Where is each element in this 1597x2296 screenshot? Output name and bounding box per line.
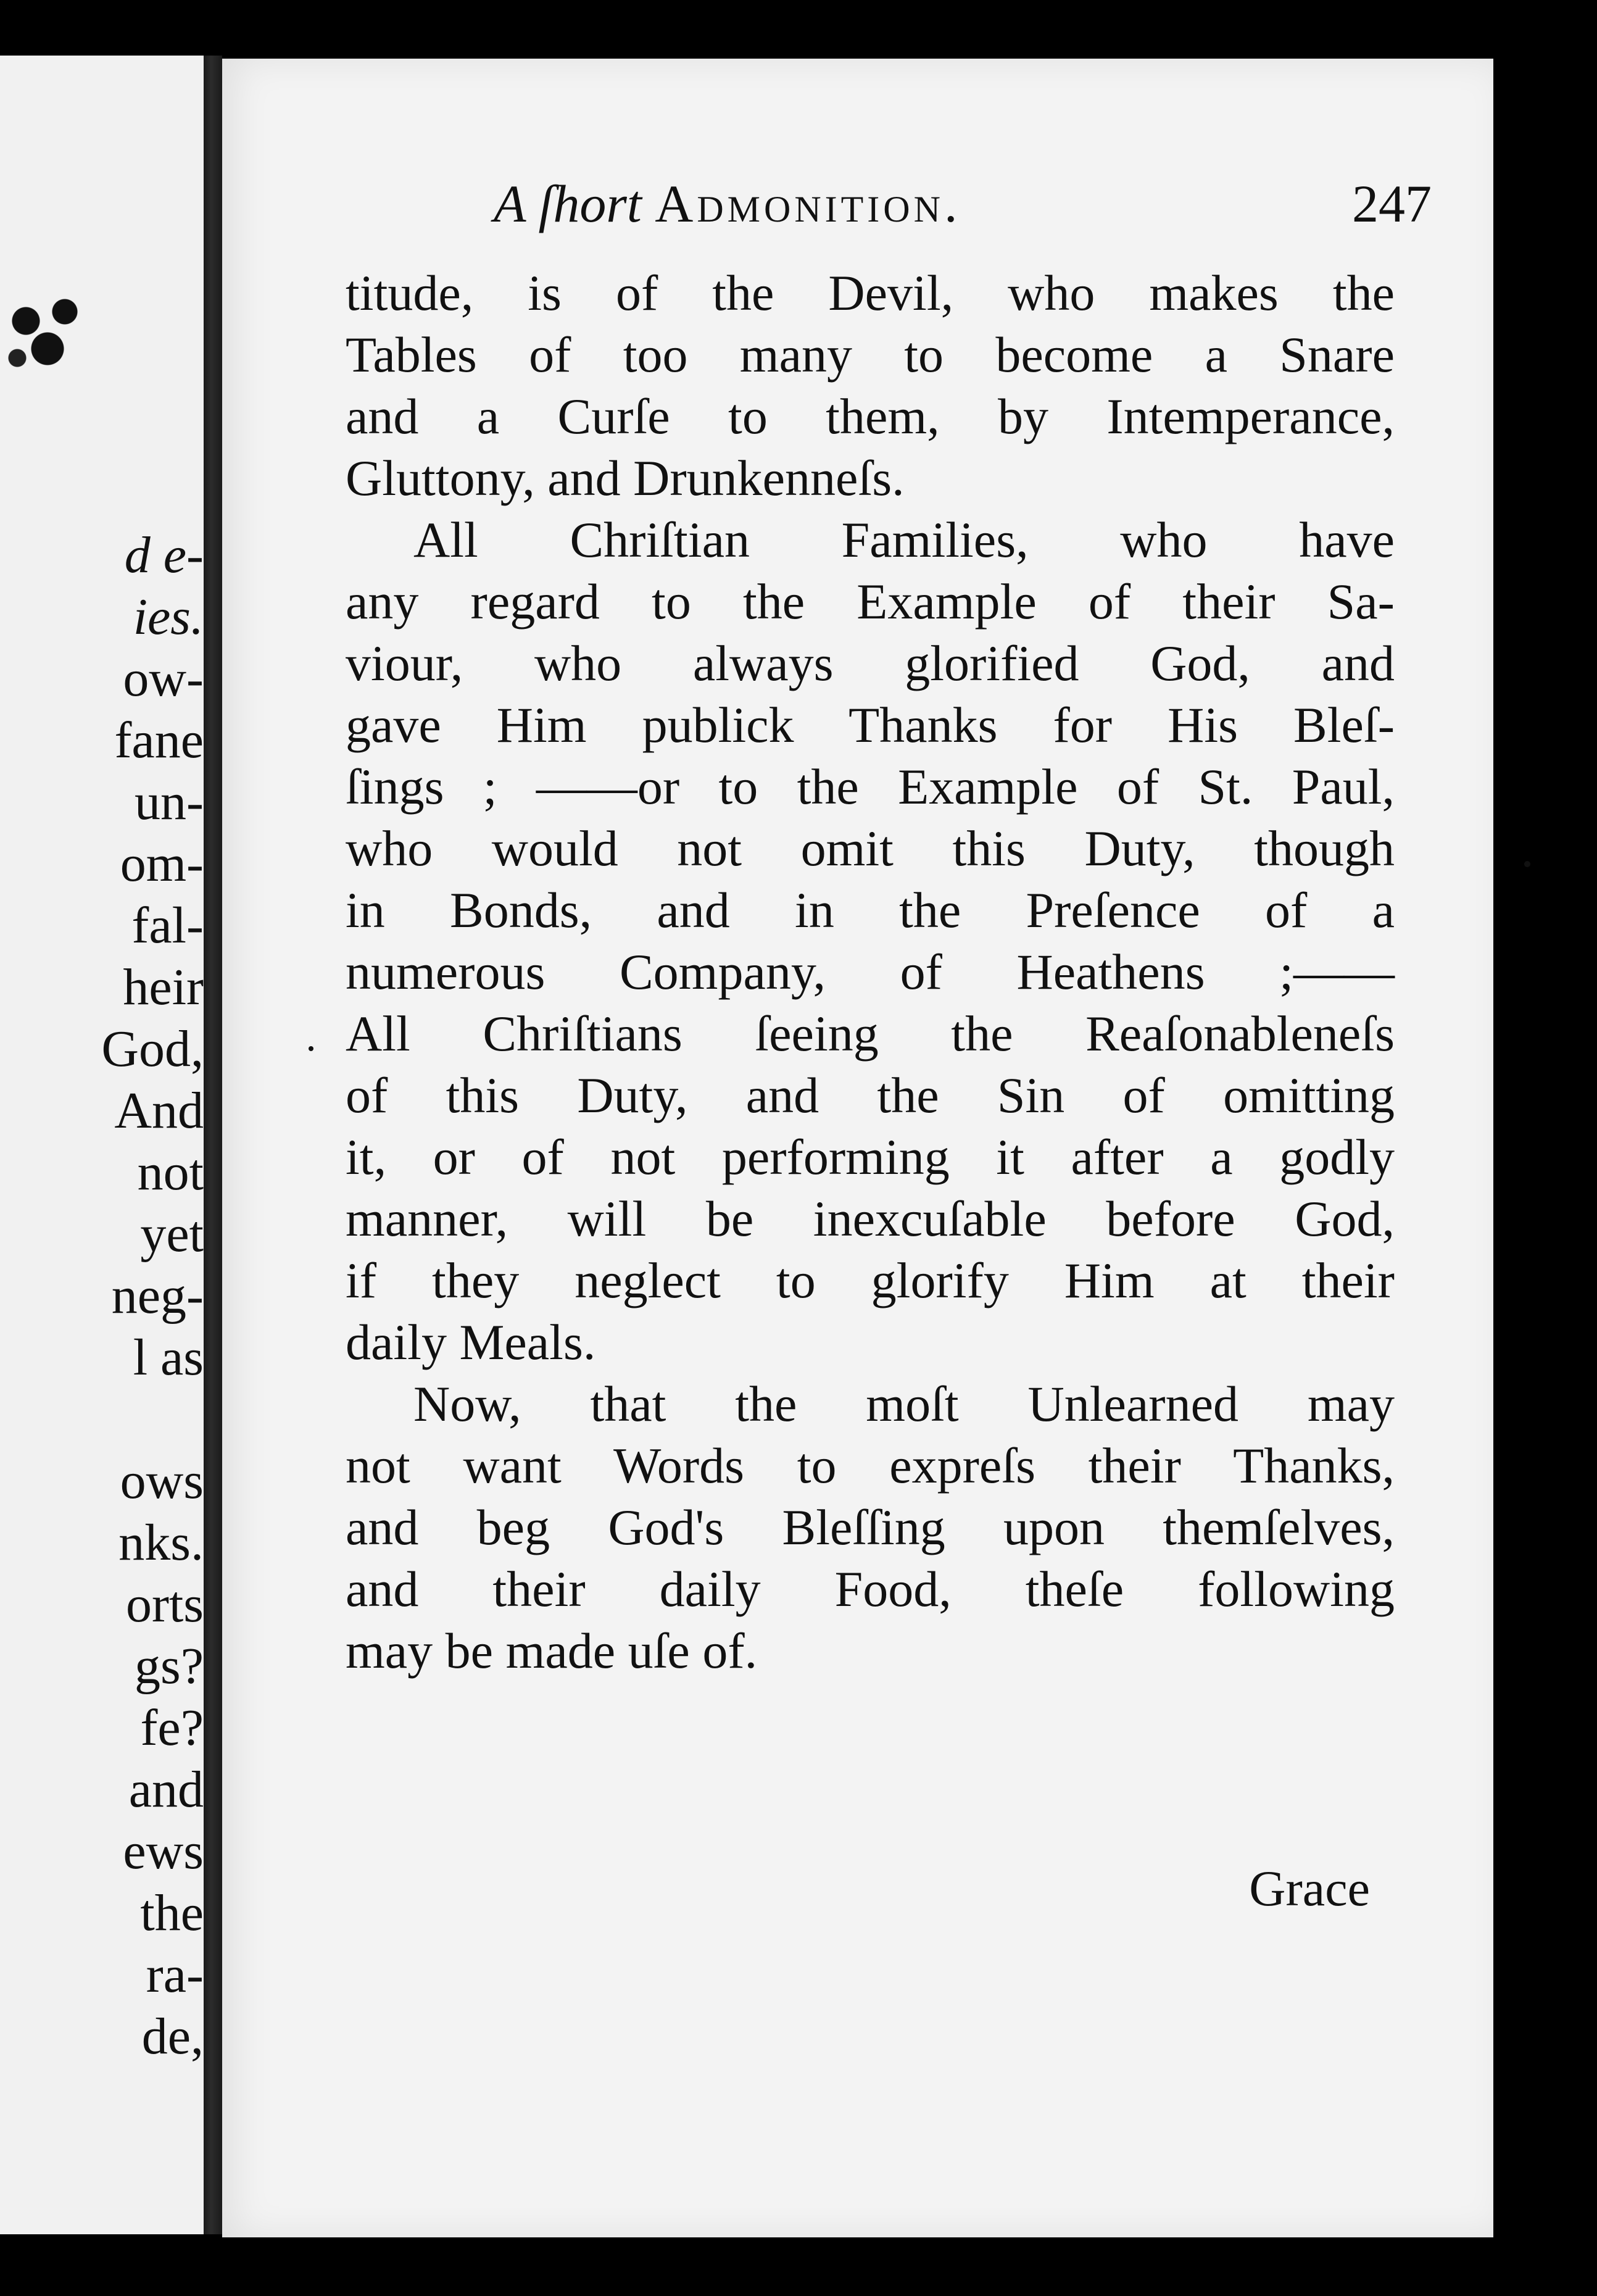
ink-speck xyxy=(1524,861,1530,867)
left-fragment-line: not xyxy=(137,1144,204,1201)
left-fragment-line: neg- xyxy=(111,1267,204,1325)
text-line: in Bonds, and in the Preſence of a xyxy=(346,882,1395,938)
running-title-caps: Admonition. xyxy=(655,174,961,233)
text-line: any regard to the Example of their Sa- xyxy=(346,573,1395,630)
left-fragment-line: fe? xyxy=(140,1699,204,1757)
left-fragment-line: the xyxy=(140,1884,204,1942)
left-fragment-line: d e- xyxy=(124,526,204,584)
left-fragment-line: yet xyxy=(140,1205,204,1263)
running-title-italic: A ſhort xyxy=(494,174,642,233)
running-title xyxy=(494,167,961,241)
page-number: 247 xyxy=(1352,174,1432,233)
left-fragment-line: ra- xyxy=(146,1946,204,2003)
left-fragment-line: fane xyxy=(114,712,204,769)
catchword: Grace xyxy=(1249,1860,1370,1916)
text-line: not want Words to expreſs their Thanks, xyxy=(346,1437,1395,1494)
text-line: and their daily Food, theſe following xyxy=(346,1561,1395,1617)
text-line: and beg God's Bleſſing upon themſelves, xyxy=(346,1499,1395,1555)
left-fragment-line: And xyxy=(114,1082,204,1139)
text-line: Now, that the moſt Unlearned may xyxy=(413,1376,1395,1432)
text-line: it, or of not performing it after a godly xyxy=(346,1129,1395,1185)
left-fragment-line: de, xyxy=(141,2008,204,2065)
text-line: manner, will be inexcuſable before God, xyxy=(346,1191,1395,1247)
body-text xyxy=(346,262,1395,1682)
left-fragment-line: gs? xyxy=(135,1637,204,1695)
text-line: titude, is of the Devil, who makes the xyxy=(346,265,1395,321)
left-fragment-line: fal- xyxy=(131,897,204,954)
book-page xyxy=(222,59,1493,2237)
text-line: All Chriſtians ſeeing the Reaſonableneſs xyxy=(346,1005,1395,1062)
running-head xyxy=(494,167,1432,241)
left-fragment-line: God, xyxy=(101,1020,204,1078)
left-fragment-line: om- xyxy=(120,835,204,892)
left-fragment-line: nks. xyxy=(118,1514,204,1571)
left-fragment-line: and xyxy=(128,1761,204,1818)
text-line: Gluttony, and Drunkenneſs. xyxy=(346,450,905,506)
left-fragment-line: orts xyxy=(126,1576,204,1633)
text-line: All Chriſtian Families, who have xyxy=(413,512,1395,568)
text-line: gave Him publick Thanks for His Bleſ- xyxy=(346,697,1395,753)
left-facing-page xyxy=(0,56,204,2234)
ink-speck xyxy=(309,1046,313,1051)
text-line: daily Meals. xyxy=(346,1314,596,1370)
left-page-text-fragments xyxy=(0,525,204,2068)
text-line: of this Duty, and the Sin of omitting xyxy=(346,1067,1395,1123)
left-fragment-line: heir xyxy=(123,959,204,1016)
text-line: if they neglect to glorify Him at their xyxy=(346,1252,1395,1308)
text-line: and a Curſe to them, by Intemperance, xyxy=(346,388,1395,444)
left-fragment-line: un- xyxy=(135,773,204,831)
text-line: Tables of too many to become a Snare xyxy=(346,327,1395,383)
text-line: viour, who always glorified God, and xyxy=(346,635,1395,691)
left-fragment-line: l as xyxy=(133,1329,204,1386)
left-fragment-line: ews xyxy=(123,1823,204,1880)
left-fragment-line xyxy=(0,1389,204,1450)
text-line: may be made uſe of. xyxy=(346,1623,758,1679)
text-line: ſings ; ——or to the Example of St. Paul, xyxy=(346,759,1395,815)
left-fragment-line: ow- xyxy=(123,650,204,707)
book-gutter xyxy=(204,56,222,2234)
text-line: who would not omit this Duty, though xyxy=(346,820,1395,876)
left-fragment-line: ows xyxy=(120,1452,204,1510)
left-fragment-line: ies. xyxy=(133,588,204,646)
text-line: numerous Company, of Heathens ;—— xyxy=(346,944,1395,1000)
printer-ornament xyxy=(0,284,86,376)
